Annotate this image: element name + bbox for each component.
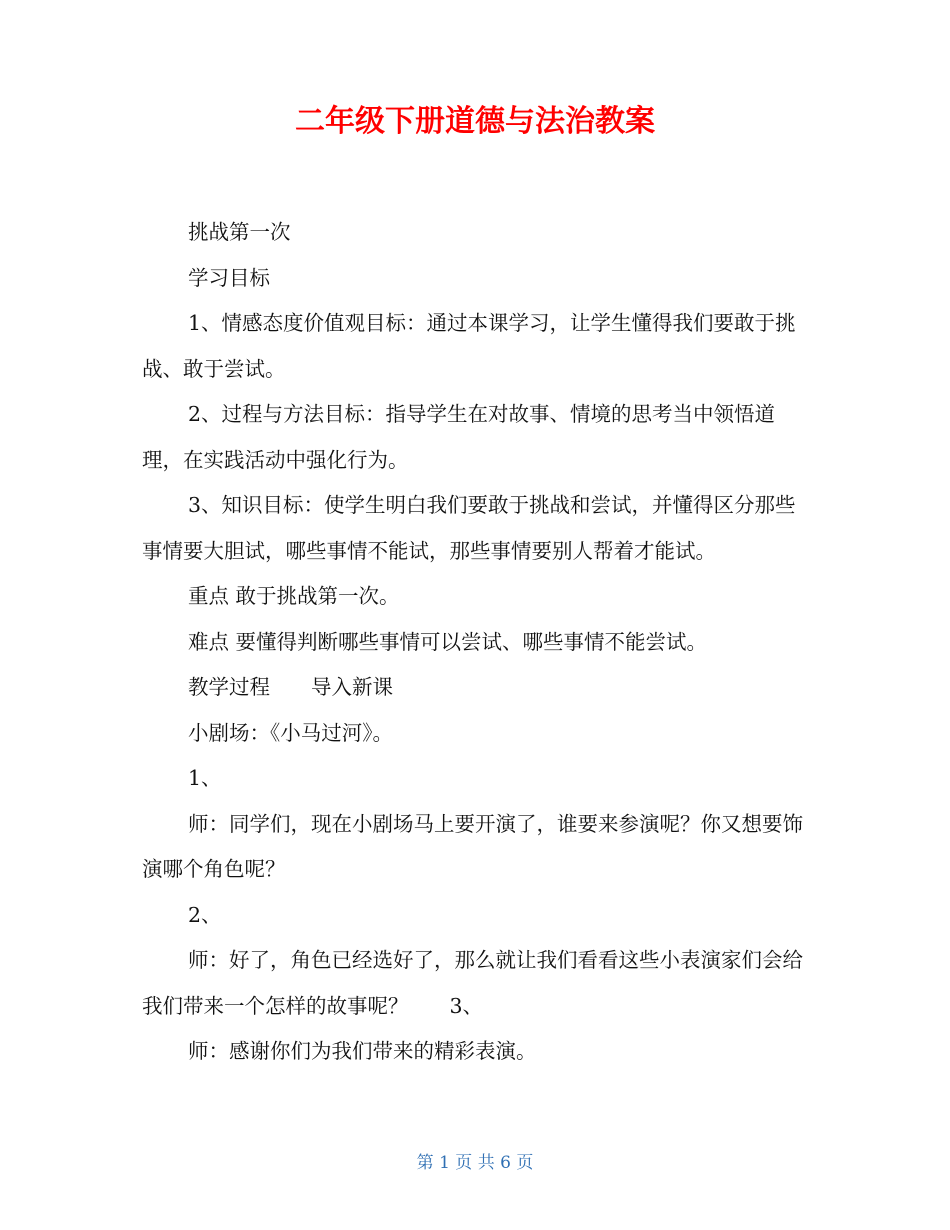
paragraph: 难点 要懂得判断哪些事情可以尝试、哪些事情不能尝试。 [188, 629, 708, 654]
paragraph: 师：好了，角色已经选好了，那么就让我们看看这些小表演家们会给我们带来一个怎样的故事呢？ 3、 [142, 948, 803, 1018]
page-title: 二年级下册道德与法治教案 [295, 104, 655, 139]
paragraph: 1、 [188, 766, 222, 790]
section-heading: 学习目标 [188, 265, 270, 290]
page-footer: 第 1 页 共 6 页 [416, 1153, 534, 1173]
document-body [142, 210, 807, 1075]
paragraph: 3、知识目标：使学生明白我们要敢于挑战和尝试，并懂得区分那些事情要大胆试，哪些事情不能试，那些事情要别人帮着才能试。 [142, 493, 796, 563]
paragraph: 师：同学们，现在小剧场马上要开演了，谁要来参演呢？你又想要饰演哪个角色呢？ [142, 811, 803, 881]
paragraph: 教学过程 导入新课 [188, 675, 393, 699]
paragraph: 2、过程与方法目标：指导学生在对故事、情境的思考当中领悟道理，在实践活动中强化行为。 [142, 402, 776, 472]
paragraph: 2、 [188, 902, 222, 927]
paragraph: 小剧场：《小马过河》。 [188, 720, 393, 745]
paragraph: 师：感谢你们为我们带来的精彩表演。 [188, 1039, 537, 1063]
section-heading: 挑战第一次 [188, 220, 291, 244]
paragraph: 1、情感态度价值观目标：通过本课学习，让学生懂得我们要敢于挑战、敢于尝试。 [142, 311, 796, 381]
paragraph: 重点 敢于挑战第一次。 [188, 584, 400, 608]
